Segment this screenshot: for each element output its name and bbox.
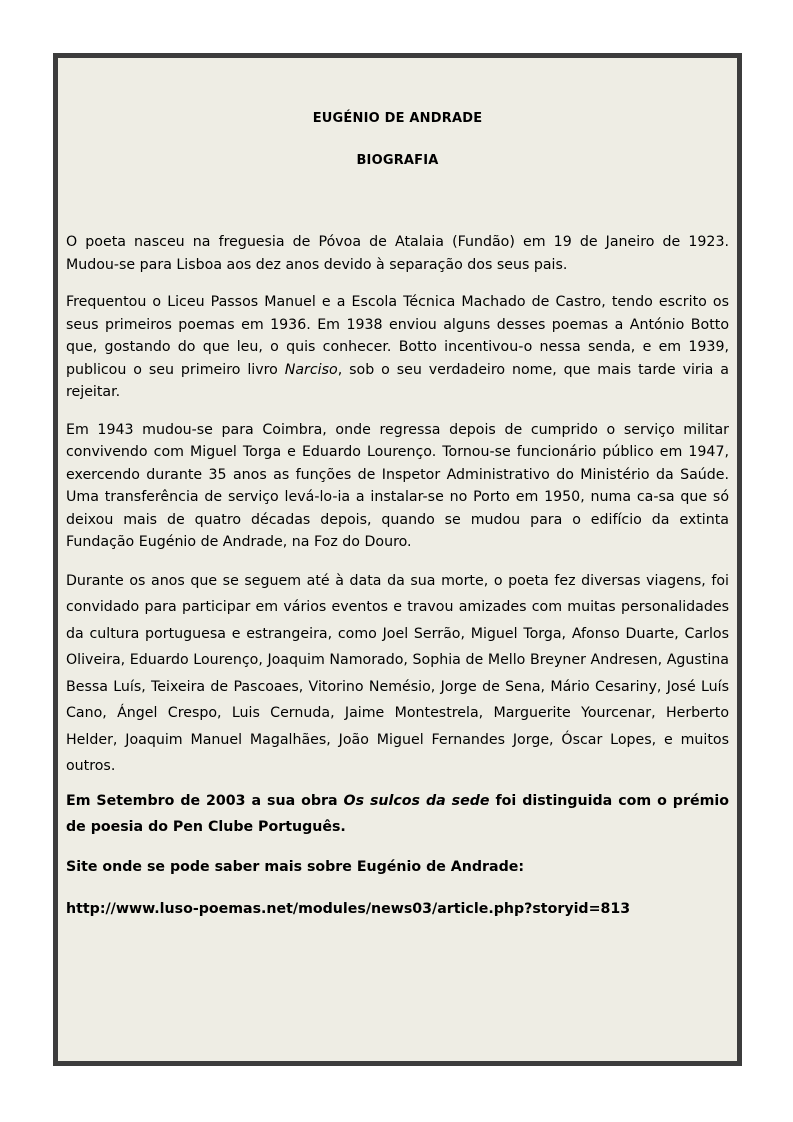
paragraph-career: Em 1943 mudou-se para Coimbra, onde regressa depois de cumprido o serviço militar convivendo com Miguel Torga e Eduardo Lourenço. Tornou-se funcionário público em 1947, exercendo durante 35 anos as funções de Inspetor Administrativo do Ministério da Saúde. Uma transferência de serviço levá-lo-ia a instalar-se no Porto em 1950, numa ca-sa que só deixou mais de quatro décadas depois, quando se mudou para o edifício da extinta Fundação Eugénio de Andrade, na Foz do Douro. — [66, 421, 729, 550]
site-intro: Site onde se pode saber mais sobre Eugénio de Andrade: — [66, 858, 525, 875]
paragraph-education-text-2: , sob o seu verdadeiro nome, que mais tarde viria a rejeitar. — [66, 361, 729, 400]
paragraph-education — [66, 291, 729, 404]
paragraph-award-text-2: foi distinguida com o prémio de poesia do Pen Clube Português. — [66, 792, 729, 835]
document-body — [66, 58, 729, 921]
paragraph-travels: Durante os anos que se seguem até à data da sua morte, o poeta fez diversas viagens, foi convidado para participar em vários eventos e travou amizades com muitas personalidades da cultura portuguesa e estrangeira, como Joel Serrão, Miguel Torga, Afonso Duarte, Carlos Oliveira, Eduardo Lourenço, Joaquim Namorado, Sophia de Mello Breyner Andresen, Agustina Bessa Luís, Teixeira de Pascoaes, Vitorino Nemésio, Jorge de Sena, Mário Cesariny, José Luís Cano, Ángel Crespo, Luis Cernuda, Jaime Montestrela, Marguerite Yourcenar, Herberto Helder, Joaquim Manuel Magalhães, João Miguel Fernandes Jorge, Óscar Lopes, e muitos outros. — [66, 572, 729, 774]
page-frame — [53, 53, 742, 1066]
paragraph-birth: O poeta nasceu na freguesia de Póvoa de Atalaia (Fundão) em 19 de Janeiro de 1923. Mudou-se para Lisboa aos dez anos devido à separação dos seus pais. — [66, 234, 729, 273]
document-title: EUGÉNIO DE ANDRADE — [312, 111, 483, 126]
book-title-narciso: Narciso — [284, 361, 338, 378]
paragraph-award-text-1: Em Setembro de 2003 a sua obra — [66, 792, 344, 809]
paragraph-award — [66, 788, 729, 841]
site-link[interactable]: http://www.luso-poemas.net/modules/news03/article.php?storyid=813 — [66, 901, 631, 917]
book-title-os-sulcos-da-sede: Os sulcos da sede — [343, 792, 490, 809]
document-subtitle: BIOGRAFIA — [356, 153, 439, 168]
paragraph-education-text-1: Frequentou o Liceu Passos Manuel e a Escola Técnica Machado de Castro, tendo escrito os seus primeiros poemas em 1936. Em 1938 enviou alguns desses poemas a António Botto que, gostando do que leu, o quis conhecer. Botto incentivou-o nessa senda, e em 1939, publicou o seu primeiro livro — [66, 294, 729, 378]
